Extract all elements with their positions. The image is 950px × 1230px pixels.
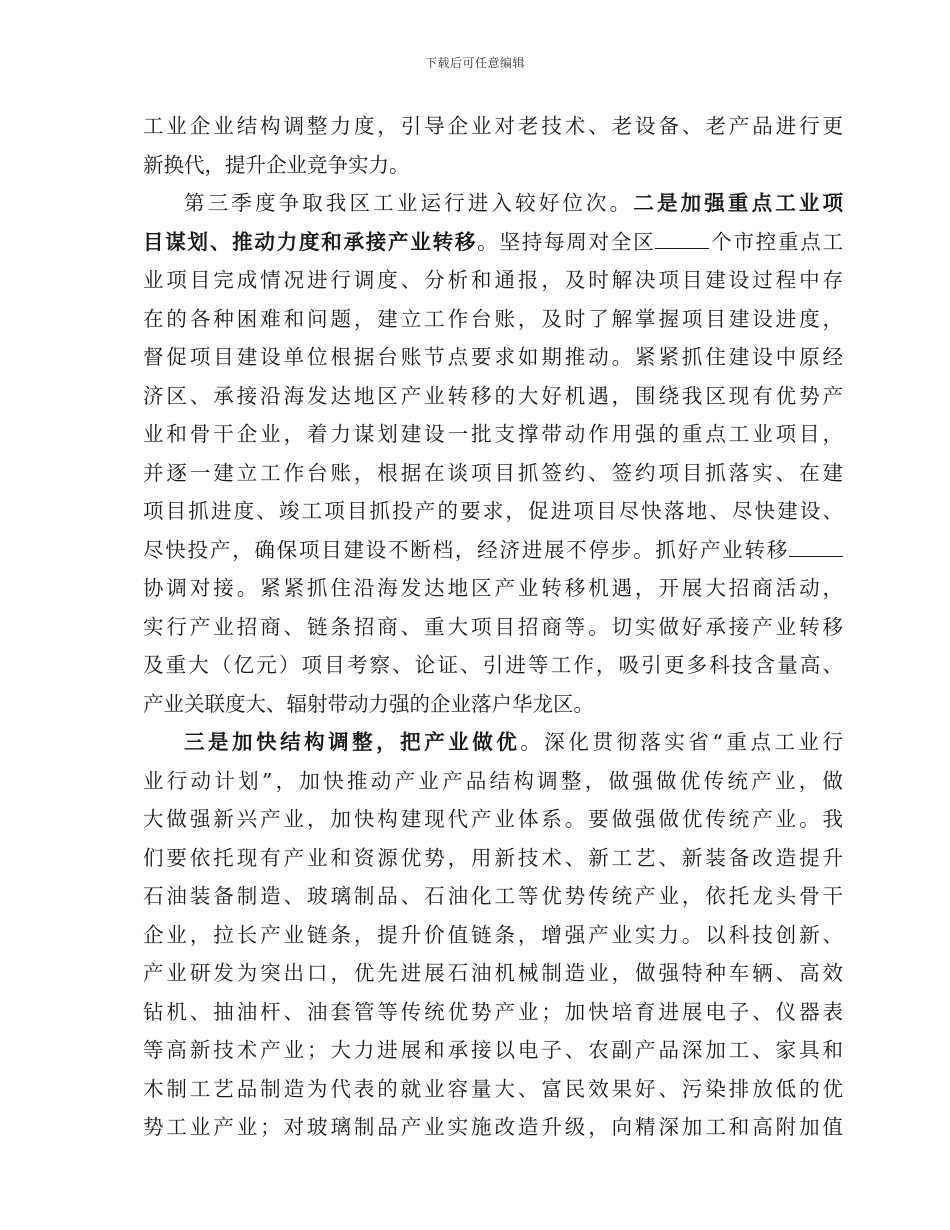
- text-line: [143, 762, 843, 801]
- fill-in-blank: [655, 246, 709, 249]
- text-line: [143, 146, 843, 185]
- line-text: 业行动计划”，加快推动产业产品结构调整，做强做优传统产业，做: [143, 768, 843, 793]
- line-text: 们要依托现有产业和资源优势，用新技术、新工艺、新装备改造提升: [143, 845, 843, 870]
- line-text: 大做强新兴产业，加快构建现代产业体系。要做强做优传统产业。我: [143, 807, 843, 831]
- text-line: [143, 916, 843, 955]
- line-text: 在的各种困难和问题，建立工作台账，及时了解掌握项目建设进度，: [143, 306, 843, 331]
- line-text: 第三季度争取我区工业运行进入较好位次。: [184, 191, 634, 215]
- line-text: 尽快投产，确保项目建设不断档，经济进展不停步。抓好产业转移: [143, 537, 789, 562]
- line-text: 业和骨干企业，着力谋划建设一批支撑带动作用强的重点工业项目，: [143, 422, 843, 446]
- text-line: [143, 608, 843, 647]
- document-body: [143, 107, 843, 1147]
- line-text: 钻机、抽油杆、油套管等传统优势产业；加快培育进展电子、仪器表: [143, 999, 843, 1024]
- text-line: [143, 492, 843, 531]
- line-text: 产业关联度大、辐射带动力强的企业落户华龙区。: [143, 691, 594, 716]
- text-line: [143, 839, 843, 878]
- line-text: 济区、承接沿海发达地区产业转移的大好机遇，围绕我区现有优势产: [143, 383, 843, 408]
- line-text: 等高新技术产业；大力进展和承接以电子、农副产品深加工、家具和: [143, 1038, 843, 1062]
- text-line: [143, 531, 843, 570]
- bold-heading-text: 三是加快结构调整，把产业做优: [184, 730, 521, 754]
- text-line: [143, 415, 843, 454]
- text-line: [143, 646, 843, 685]
- line-text: 新换代，提升企业竞争实力。: [143, 152, 410, 177]
- text-line: [143, 107, 843, 146]
- text-line: [143, 954, 843, 993]
- paragraph-start-line: [143, 723, 843, 762]
- line-text: 木制工艺品制造为代表的就业容量大、富民效果好、污染排放低的优: [143, 1076, 843, 1101]
- line-text: 石油装备制造、玻璃制品、石油化工等优势传统产业，依托龙头骨干: [143, 884, 843, 908]
- line-text: 个市控重点工: [709, 229, 844, 254]
- text-line: [143, 685, 843, 724]
- text-line: [143, 569, 843, 608]
- text-line: [143, 300, 843, 339]
- line-text: 及重大（亿元）项目考察、论证、引进等工作，吸引更多科技含量高、: [143, 653, 843, 677]
- line-text: 企业，拉长产业链条，提升价值链条，增强产业实力。以科技创新、: [143, 922, 843, 947]
- text-line: [143, 877, 843, 916]
- line-text: 项目抓进度、竣工项目抓投产的要求，促进项目尽快落地、尽快建设、: [143, 499, 843, 523]
- line-text: 并逐一建立工作台账，根据在谈项目抓签约、签约项目抓落实、在建: [143, 460, 843, 485]
- line-text: 督促项目建设单位根据台账节点要求如期推动。紧紧抓住建设中原经: [143, 345, 843, 369]
- text-line: [143, 1070, 843, 1109]
- bold-heading-text: 目谋划、推动力度和承接产业转移: [143, 229, 478, 254]
- text-line: [143, 377, 843, 416]
- text-line: [143, 800, 843, 839]
- fill-in-blank: [789, 554, 843, 557]
- line-text: 协调对接。紧紧抓住沿海发达地区产业转移机遇，开展大招商活动，: [143, 576, 843, 600]
- line-text: 产业研发为突出口，优先进展石油机械制造业，做强特种车辆、高效: [143, 961, 843, 985]
- line-text: 。坚持每周对全区: [477, 229, 656, 254]
- text-line: [143, 338, 843, 377]
- text-line: [143, 1031, 843, 1070]
- bold-heading-text: 二是加强重点工业项: [633, 191, 844, 215]
- line-text: 势工业产业；对玻璃制品产业实施改造升级，向精深加工和高附加值: [143, 1115, 843, 1139]
- text-line: [143, 1108, 843, 1147]
- paragraph-start-line: [143, 184, 843, 223]
- line-text: 实行产业招商、链条招商、重大项目招商等。切实做好承接产业转移: [143, 614, 843, 639]
- page-header: 下载后可任意编辑: [424, 56, 525, 70]
- text-line: [143, 261, 843, 300]
- text-line: [143, 993, 843, 1032]
- line-text: 工业企业结构调整力度，引导企业对老技术、老设备、老产品进行更: [143, 114, 843, 138]
- line-text: 。深化贯彻落实省“重点工业行: [520, 730, 844, 754]
- text-line: [143, 454, 843, 493]
- text-line: [143, 223, 843, 262]
- line-text: 业项目完成情况进行调度、分析和通报，及时解决项目建设过程中存: [143, 268, 843, 292]
